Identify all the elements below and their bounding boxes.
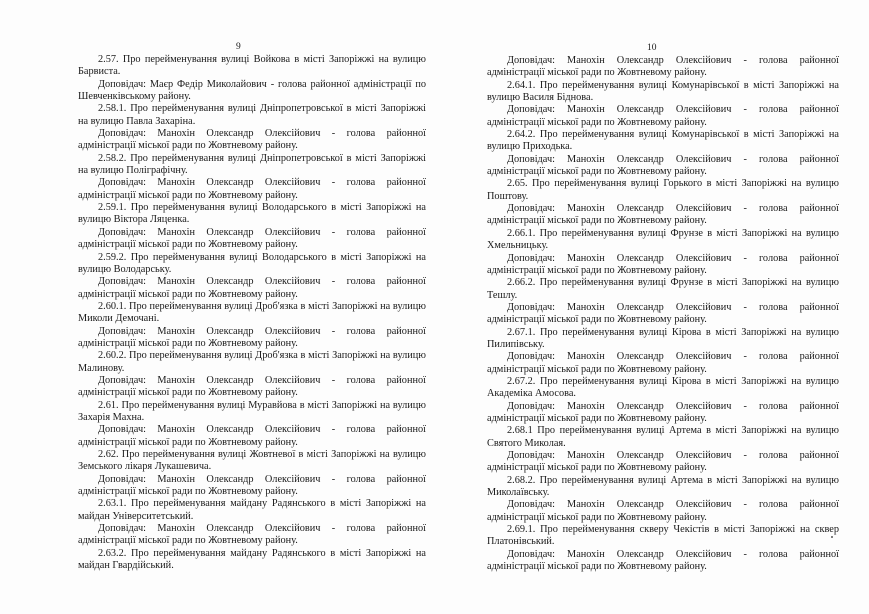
speaker-line: Доповідач: Маєр Федір Миколайович - голова районної адміністрації по Шевченківському району. xyxy=(78,78,426,103)
speaker-line: Доповідач: Манохін Олександр Олексійович - голова районної адміністрації міської ради по Жовтневому району. xyxy=(78,374,426,399)
speaker-line: Доповідач: Манохін Олександр Олексійович - голова районної адміністрації міської ради по Жовтневому району. xyxy=(78,226,426,251)
page-body xyxy=(487,55,839,573)
speaker-line: Доповідач: Манохін Олександр Олексійович - голова районної адміністрації міської ради по Жовтневому району. xyxy=(487,301,839,326)
speaker-line: Доповідач: Манохін Олександр Олексійович - голова районної адміністрації міської ради по Жовтневому району. xyxy=(487,351,839,375)
speaker-line: Доповідач: Манохін Олександр Олексійович - голова районної адміністрації міської ради по Жовтневому району. xyxy=(78,128,426,152)
agenda-item: 2.60.1. Про перейменування вулиці Дроб'язка в місті Запоріжжі на вулицю Миколи Демочані. xyxy=(78,300,426,325)
agenda-item: 2.58.2. Про перейменування вулиці Дніпропетровської в місті Запоріжжі на вулицю Поліграфічну. xyxy=(78,152,426,177)
agenda-item: 2.64.1. Про перейменування вулиці Комунарівської в місті Запоріжжі на вулицю Василя Біднова. xyxy=(487,79,839,104)
speaker-line: Доповідач: Манохін Олександр Олексійович - голова районної адміністрації міської ради по Жовтневому району. xyxy=(78,523,426,547)
speaker-line: Доповідач: Манохін Олександр Олексійович - голова районної адміністрації міської ради по Жовтневому району. xyxy=(78,177,426,201)
speaker-line: Доповідач: Манохін Олександр Олексійович - голова районної адміністрації міської ради по Жовтневому району. xyxy=(487,104,839,128)
page-number: 10 xyxy=(647,43,657,53)
agenda-item: 2.59.1. Про перейменування вулиці Володарського в місті Запоріжжі на вулицю Віктора Ляценка. xyxy=(78,202,426,226)
speaker-line: Доповідач: Манохін Олександр Олексійович - голова районної адміністрації міської ради по Жовтневому району. xyxy=(487,499,839,523)
scan-speck xyxy=(831,536,833,538)
speaker-line: Доповідач: Манохін Олександр Олексійович - голова районної адміністрації міської ради по Жовтневому району. xyxy=(78,276,426,300)
speaker-line: Доповідач: Манохін Олександр Олексійович - голова районної адміністрації міської ради по Жовтневому району. xyxy=(487,252,839,276)
agenda-item: 2.66.1. Про перейменування вулиці Фрунзе в місті Запоріжжі на вулицю Хмельницьку. xyxy=(487,227,839,252)
agenda-item: 2.66.2. Про перейменування вулиці Фрунзе в місті Запоріжжі на вулицю Тешлу. xyxy=(487,277,839,301)
speaker-line: Доповідач: Манохін Олександр Олексійович - голова районної адміністрації міської ради по Жовтневому району. xyxy=(487,548,839,573)
agenda-item: 2.61. Про перейменування вулиці Муравйова в місті Запоріжжі на вулицю Захарія Махна. xyxy=(78,399,426,423)
agenda-item: 2.68.2. Про перейменування вулиці Артема в місті Запоріжжі на вулицю Миколаївську. xyxy=(487,474,839,499)
agenda-item: 2.64.2. Про перейменування вулиці Комунарівської в місті Запоріжжі на вулицю Приходька. xyxy=(487,129,839,153)
agenda-item: 2.59.2. Про перейменування вулиці Володарського в місті Запоріжжі на вулицю Володарську. xyxy=(78,251,426,275)
page-body xyxy=(78,54,426,572)
agenda-item: 2.65. Про перейменування вулиці Горького в місті Запоріжжі на вулицю Поштову. xyxy=(487,178,839,202)
agenda-item: 2.68.1 Про перейменування вулиці Артема в місті Запоріжжі на вулицю Святого Миколая. xyxy=(487,425,839,449)
speaker-line: Доповідач: Манохін Олександр Олексійович - голова районної адміністрації міської ради по Жовтневому району. xyxy=(78,424,426,448)
speaker-line: Доповідач: Манохін Олександр Олексійович - голова районної адміністрації міської ради по Жовтневому району. xyxy=(487,153,839,178)
speaker-line: Доповідач: Манохін Олександр Олексійович - голова районної адміністрації міської ради по Жовтневому району. xyxy=(78,473,426,498)
speaker-line: Доповідач: Манохін Олександр Олексійович - голова районної адміністрації міської ради по Жовтневому району. xyxy=(487,450,839,474)
agenda-item: 2.63.1. Про перейменування майдану Радянського в місті Запоріжжі на майдан Університетський. xyxy=(78,498,426,522)
agenda-item: 2.67.1. Про перейменування вулиці Кірова в місті Запоріжжі на вулицю Пилипівську. xyxy=(487,326,839,350)
speaker-line: Доповідач: Манохін Олександр Олексійович - голова районної адміністрації міської ради по Жовтневому району. xyxy=(78,325,426,349)
agenda-item: 2.60.2. Про перейменування вулиці Дроб'язка в місті Запоріжжі на вулицю Малинову. xyxy=(78,350,426,374)
speaker-line: Доповідач: Манохін Олександр Олексійович - голова районної адміністрації міської ради по Жовтневому району. xyxy=(487,400,839,424)
agenda-item: 2.63.2. Про перейменування майдану Радянського в місті Запоріжжі на майдан Гвардійський. xyxy=(78,547,426,572)
agenda-item: 2.58.1. Про перейменування вулиці Дніпропетровської в місті Запоріжжі на вулицю Павла Захаріна. xyxy=(78,103,426,127)
page-number: 9 xyxy=(236,42,241,52)
agenda-item: 2.57. Про перейменування вулиці Войкова в місті Запоріжжі на вулицю Барвиста. xyxy=(78,54,426,78)
speaker-line: Доповідач: Манохін Олександр Олексійович - голова районної адміністрації міської ради по Жовтневому району. xyxy=(487,203,839,227)
agenda-item: 2.62. Про перейменування вулиці Жовтневої в місті Запоріжжі на вулицю Земського лікаря Лукашевича. xyxy=(78,449,426,473)
agenda-item: 2.67.2. Про перейменування вулиці Кірова в місті Запоріжжі на вулицю Академіка Амосова. xyxy=(487,375,839,400)
agenda-item: 2.69.1. Про перейменування скверу Чекістів в місті Запоріжжі на сквер Платонівський. xyxy=(487,524,839,548)
speaker-line: Доповідач: Манохін Олександр Олексійович - голова районної адміністрації міської ради по Жовтневому району. xyxy=(487,55,839,79)
